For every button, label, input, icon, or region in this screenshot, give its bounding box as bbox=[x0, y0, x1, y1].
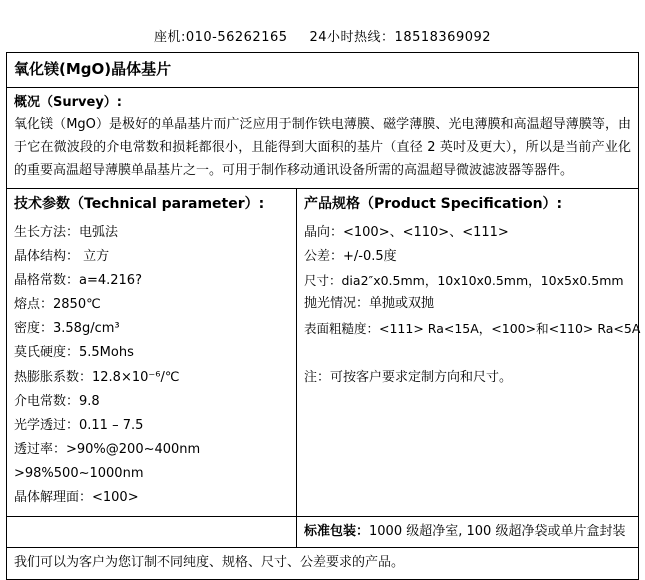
specification-line: 尺寸：dia2″x0.5mm，10x10x0.5mm，10x5x0.5mm bbox=[304, 273, 624, 289]
header-contact bbox=[0, 26, 645, 45]
specification-line: 晶向：<100>、<110>、<111> bbox=[304, 225, 509, 241]
specification-heading: 产品规格（Product Specification）: bbox=[304, 196, 563, 213]
technical-line: 生长方法：电弧法 bbox=[14, 225, 119, 241]
landline-text: 座机:010-56262165 bbox=[153, 30, 288, 45]
technical-line: 晶格常数：a=4.216? bbox=[14, 273, 142, 289]
survey-cell bbox=[7, 87, 639, 189]
packaging-row bbox=[7, 516, 639, 548]
survey-heading: 概况（Survey）: bbox=[14, 94, 122, 110]
technical-heading: 技术参数（Technical parameter）: bbox=[14, 196, 265, 213]
product-title: 氧化镁(MgO)晶体基片 bbox=[7, 53, 639, 88]
specification-note: 注：可按客户要求定制方向和尺寸。 bbox=[304, 369, 513, 385]
technical-line: >98%500~1000nm bbox=[14, 465, 144, 481]
technical-line: 莫氏硬度：5.5Mohs bbox=[14, 345, 134, 361]
hotline-text: 24小时热线：18518369092 bbox=[309, 30, 492, 45]
technical-line: 介电常数：9.8 bbox=[14, 393, 100, 409]
specification-line: 表面粗糙度：<111> Ra<15A，<100>和<110> Ra<5A bbox=[304, 320, 641, 336]
technical-line: 热膨胀系数：12.8×10⁻⁶/℃ bbox=[14, 369, 180, 385]
specification-line: 抛光情况：单抛或双抛 bbox=[304, 296, 435, 312]
product-table bbox=[6, 52, 639, 580]
parameters-row bbox=[7, 189, 639, 517]
technical-line: 晶体解理面：<100> bbox=[14, 489, 139, 505]
packaging-spacer-cell bbox=[7, 516, 297, 548]
packaging-cell bbox=[297, 516, 639, 548]
technical-line: 透过率：>90%@200~400nm bbox=[14, 441, 201, 457]
technical-line: 晶体结构： 立方 bbox=[14, 249, 110, 265]
footer-note: 我们可以为客户为您订制不同纯度、规格、尺寸、公差要求的产品。 bbox=[7, 548, 639, 580]
technical-line: 光学透过：0.11 – 7.5 bbox=[14, 417, 144, 433]
survey-row bbox=[7, 87, 639, 189]
survey-body: 氧化镁（MgO）是极好的单晶基片而广泛应用于制作铁电薄膜、磁学薄膜、光电薄膜和高温超导薄膜等，由于它在微波段的介电常数和损耗都很小，且能得到大面积的基片（直径 2 英吋及更大），所以是当前产业化的重要高温超导薄膜单晶基片之一。可用于制作移动通讯设备所需的高温超导微波滤波器等器件。 bbox=[14, 117, 632, 178]
specification-line: 公差：+/-0.5度 bbox=[304, 249, 397, 265]
technical-line: 熔点：2850℃ bbox=[14, 297, 101, 313]
packaging-text: 1000 级超净室, 100 级超净袋或单片盒封装 bbox=[369, 523, 626, 539]
specification-cell bbox=[297, 189, 639, 517]
packaging-heading: 标准包装： bbox=[304, 523, 370, 539]
technical-line: 密度：3.58g/cm³ bbox=[14, 321, 120, 337]
technical-parameters-cell bbox=[7, 189, 297, 517]
title-row bbox=[7, 53, 639, 88]
footer-row bbox=[7, 548, 639, 580]
